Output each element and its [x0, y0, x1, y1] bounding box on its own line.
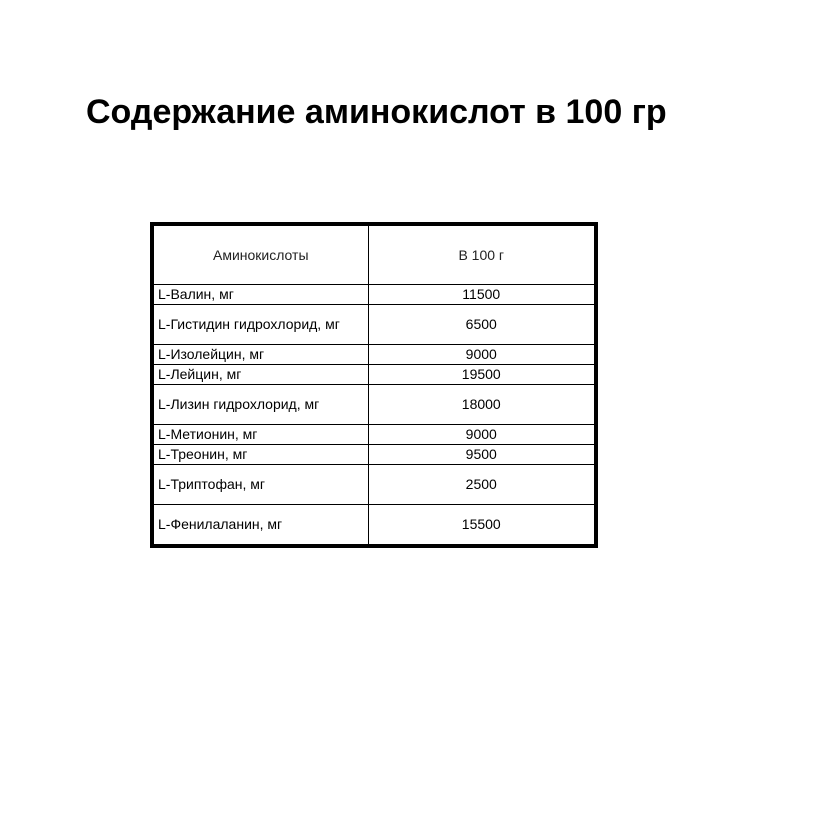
- table-row: [154, 304, 594, 344]
- table-row: [154, 424, 594, 444]
- table-row: [154, 344, 594, 364]
- amino-value-cell: 6500: [368, 304, 594, 344]
- amino-name-cell: L-Изолейцин, мг: [154, 344, 368, 364]
- amino-name-cell: L-Триптофан, мг: [154, 464, 368, 504]
- amino-name-cell: L-Фенилаланин, мг: [154, 504, 368, 544]
- amino-name-cell: L-Треонин, мг: [154, 444, 368, 464]
- header-per-100g: В 100 г: [368, 226, 594, 284]
- amino-acid-table: [150, 222, 598, 548]
- amino-name-cell: L-Валин, мг: [154, 284, 368, 304]
- amino-name-cell: L-Лизин гидрохлорид, мг: [154, 384, 368, 424]
- amino-value-cell: 19500: [368, 364, 594, 384]
- amino-value-cell: 2500: [368, 464, 594, 504]
- amino-value-cell: 9000: [368, 344, 594, 364]
- amino-value-cell: 9000: [368, 424, 594, 444]
- table-row: [154, 384, 594, 424]
- table-row: [154, 504, 594, 544]
- amino-name-cell: L-Гистидин гидрохлорид, мг: [154, 304, 368, 344]
- table-row: [154, 444, 594, 464]
- table-row: [154, 364, 594, 384]
- table-row: [154, 464, 594, 504]
- amino-name-cell: L-Метионин, мг: [154, 424, 368, 444]
- table-header-row: [154, 226, 594, 284]
- amino-value-cell: 11500: [368, 284, 594, 304]
- amino-value-cell: 15500: [368, 504, 594, 544]
- amino-table: [154, 226, 594, 544]
- amino-name-cell: L-Лейцин, мг: [154, 364, 368, 384]
- amino-value-cell: 9500: [368, 444, 594, 464]
- table-row: [154, 284, 594, 304]
- header-amino-acids: Аминокислоты: [154, 226, 368, 284]
- amino-value-cell: 18000: [368, 384, 594, 424]
- page-title: Содержание аминокислот в 100 гр: [86, 93, 667, 131]
